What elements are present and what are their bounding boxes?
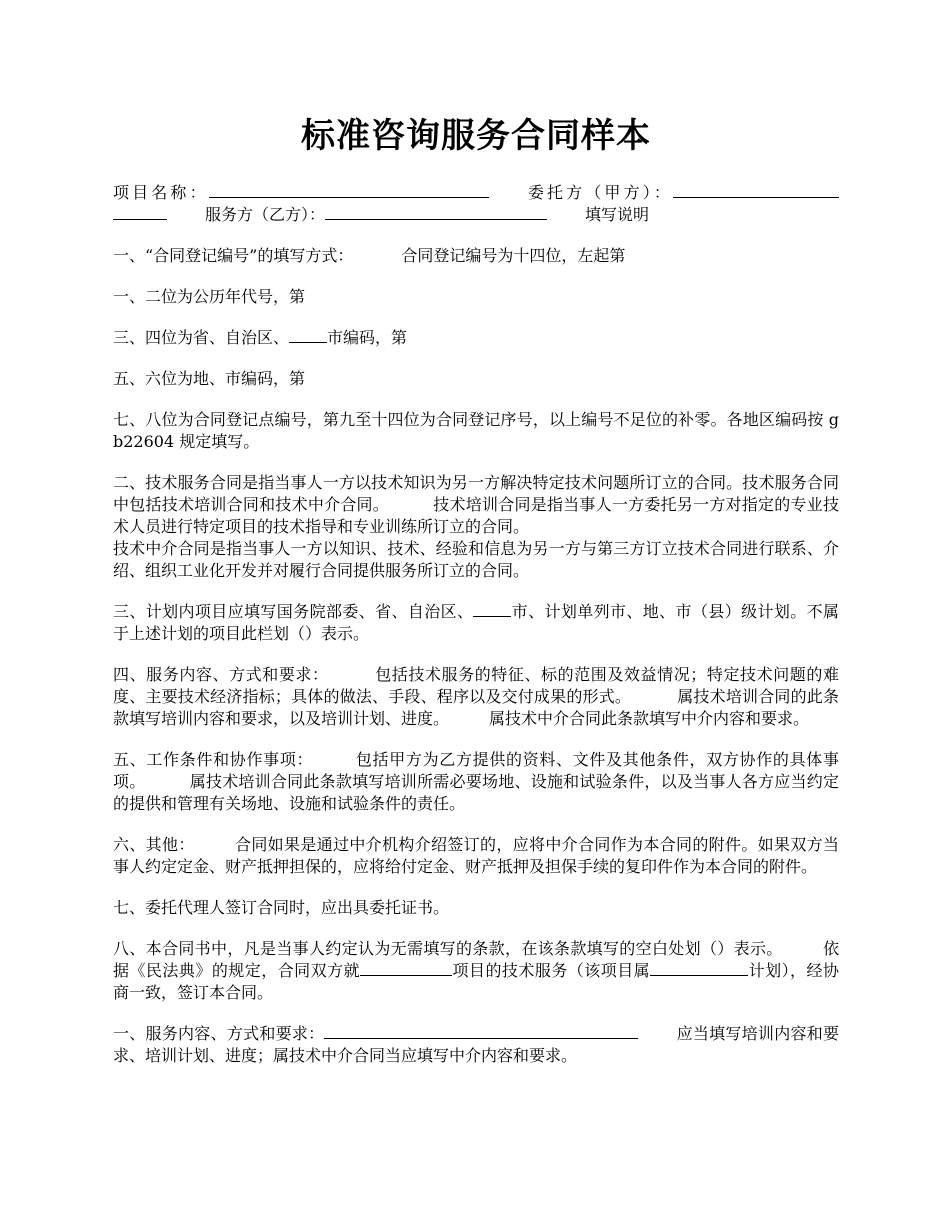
item-3-text-end: 市编码，第	[327, 328, 408, 347]
client-blank	[673, 182, 839, 198]
item-3	[113, 327, 839, 349]
item-1-heading: 一、“合同登记编号”的填写方式：	[113, 246, 354, 265]
item-7-blank	[473, 601, 511, 617]
item-5: 七、八位为合同登记点编号，第九至十四位为合同登记序号，以上编号不足位的补零。各地区编码按 gb22604 规定填写。	[113, 410, 839, 451]
item-2: 一、二位为公历年代号，第	[113, 287, 306, 306]
item-10-heading: 六、其他：	[113, 835, 195, 854]
item-6	[113, 472, 839, 538]
contract-intro-end: 计划），经协商一致，签订本合同。	[113, 961, 839, 1002]
provider-blank	[325, 204, 547, 220]
item-3-blank	[289, 327, 327, 343]
contract-intro-middle: 项目的技术服务（该项目属	[452, 961, 651, 980]
item-8-agency: 属技术中介合同此条款填写中介内容和要求。	[489, 709, 810, 728]
clause-1	[113, 1023, 839, 1067]
header-block	[113, 182, 839, 226]
item-7-text: 三、计划内项目应填写国务院部委、省、自治区、	[113, 602, 474, 621]
item-9-text: 包括甲方为乙方提供的资料、文件及其他条件，双方协作的具体事项。	[113, 750, 839, 791]
item-8-heading: 四、服务内容、方式和要求：	[113, 665, 329, 684]
clause-1-blank	[324, 1023, 638, 1039]
item-12	[113, 938, 839, 1004]
project-name-blank	[209, 182, 489, 198]
client-blank-continued	[113, 204, 167, 220]
item-11: 七、委托代理人签订合同时，应出具委托证书。	[113, 898, 450, 917]
plan-blank	[650, 960, 686, 976]
item-8-training: 属技术培训合同的此条款填写培训内容和要求，以及培训计划、进度。	[113, 687, 839, 728]
item-7	[113, 601, 839, 645]
item-8-text: 包括技术服务的特征、标的范围及效益情况；特定技术问题的难度、主要技术经济指标；具体的做法、手段、程序以及交付成果的形式。	[113, 665, 839, 706]
clause-1-heading: 一、服务内容、方式和要求：	[113, 1024, 325, 1043]
contract-intro-text: 依据《民法典》的规定，合同双方就	[113, 939, 839, 980]
item-9-heading: 五、工作条件和协作事项：	[113, 750, 314, 769]
item-9	[113, 749, 839, 815]
item-12-text: 八、本合同书中，凡是当事人约定认为无需填写的条款，在该条款填写的空白处划（）表示。	[113, 939, 783, 958]
item-4: 五、六位为地、市编码，第	[113, 369, 306, 388]
item-7-text-end: 市、计划单列市、地、市（县）级计划。不属于上述计划的项目此栏划（）表示。	[113, 602, 839, 643]
item-1-text: 合同登记编号为十四位，左起第	[401, 246, 626, 265]
provider-label: 服务方（乙方）：	[205, 205, 326, 224]
project-name-label: 项目名称：	[113, 183, 209, 202]
item-10	[113, 834, 839, 878]
item-8	[113, 664, 839, 730]
item-6-training: 技术培训合同是指当事人一方委托另一方对指定的专业技术人员进行特定项目的技术指导和专业训练所订立的合同。	[113, 495, 839, 536]
item-3-text: 三、四位为省、自治区、	[113, 328, 290, 347]
client-label: 委托方（甲方）：	[524, 183, 673, 202]
item-6-continued: 技术中介合同是指当事人一方以知识、技术、经验和信息为另一方与第三方订立技术合同进行联系、介绍、组织工业化开发并对履行合同提供服务所订立的合同。	[113, 539, 839, 580]
project-blank	[360, 960, 452, 976]
item-10-text: 合同如果是通过中介机构介绍签订的，应将中介合同作为本合同的附件。如果双方当事人约定定金、财产抵押担保的，应将给付定金、财产抵押及担保手续的复印件作为本合同的附件。	[113, 835, 839, 876]
plan-blank-continued	[686, 960, 748, 976]
item-9-training: 属技术培训合同此条款填写培训所需必要场地、设施和试验条件，以及当事人各方应当约定的提供和管理有关场地、设施和试验条件的责任。	[113, 772, 839, 813]
item-1	[113, 245, 839, 267]
clause-1-text: 应当填写培训内容和要求、培训计划、进度；属技术中介合同当应填写中介内容和要求。	[113, 1024, 839, 1065]
instructions-label: 填写说明	[585, 205, 650, 224]
document-title: 标准咨询服务合同样本	[301, 116, 651, 156]
document-page	[113, 112, 839, 1086]
item-6-text: 二、技术服务合同是指当事人一方以技术知识为另一方解决特定技术问题所订立的合同。技术服务合同中包括技术培训合同和技术中介合同。	[113, 473, 839, 514]
